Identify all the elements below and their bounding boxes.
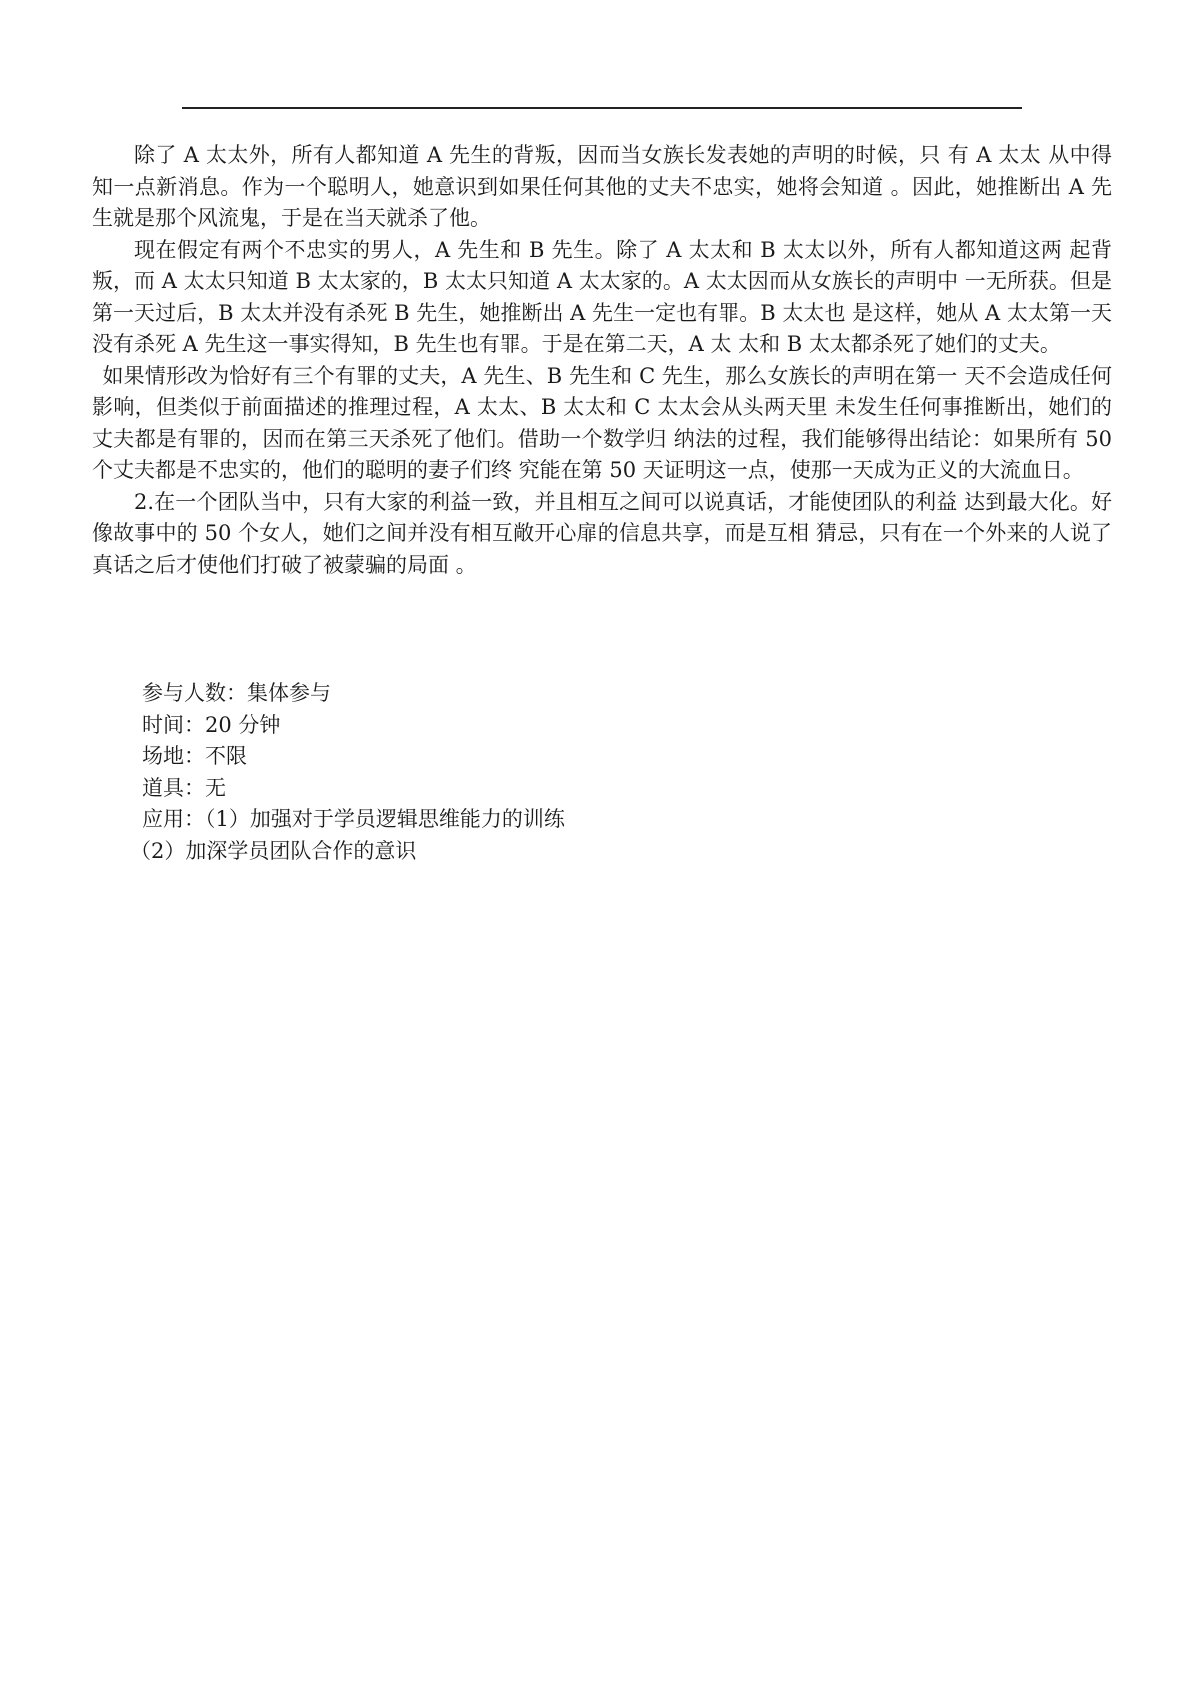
meta-participants: 参与人数：集体参与 (142, 681, 331, 705)
paragraph-2: 现在假定有两个不忠实的男人，A 先生和 B 先生。除了 A 太太和 B 太太以外，所有人都知道这两 起背叛，而 A 太太只知道 B 太太家的，B 太太只知道 A 太太家的。A 太太因而从女族长的声明中 一无所获。但是第一天过后，B 太太并没有杀死 B 先生，她推断出 A 先生一定也有罪。B 太太也 是这样，她从 A 太太第一天没有杀死 A 先生这一事实得知，B 先生也有罪。于是在第二天，A 太 太和 B 太太都杀死了她们的丈夫。 (92, 237, 1112, 356)
meta-application-1: 应用：（1）加强对于学员逻辑思维能力的训练 (142, 807, 565, 831)
paragraph-4: 2.在一个团队当中，只有大家的利益一致，并且相互之间可以说真话，才能使团队的利益 达到最大化。好像故事中的 50 个女人，她们之间并没有相互敞开心扉的信息共享，而是互相 猜忌，只有在一个外来的人说了真话之后才使他们打破了被蒙骗的局面 。 (92, 489, 1112, 577)
activity-meta (92, 678, 1112, 867)
paragraph-1: 除了 A 太太外，所有人都知道 A 先生的背叛，因而当女族长发表她的声明的时候，只 有 A 太太 从中得知一点新消息。作为一个聪明人，她意识到如果任何其他的丈夫不忠实，她将会知道 。因此，她推断出 A 先生就是那个风流鬼，于是在当天就杀了他。 (92, 143, 1112, 230)
header-rule (182, 107, 1022, 109)
meta-props: 道具：无 (142, 775, 226, 800)
paragraph-3: 如果情形改为恰好有三个有罪的丈夫，A 先生、B 先生和 C 先生，那么女族长的声明在第一 天不会造成任何影响，但类似于前面描述的推理过程，A 太太、B 太太和 C 太太会从头两天里 未发生任何事推断出，她们的丈夫都是有罪的，因而在第三天杀死了他们。借助一个数学归 纳法的过程，我们能够得出结论：如果所有 50 个丈夫都是不忠实的，他们的聪明的妻子们终 究能在第 50 天证明这一点，使那一天成为正义的大流血日。 (92, 363, 1112, 482)
body-text (92, 140, 1112, 581)
meta-application-2: （2）加深学员团队合作的意识 (130, 838, 417, 863)
meta-time: 时间：20 分钟 (142, 712, 281, 737)
meta-venue: 场地：不限 (142, 744, 247, 768)
